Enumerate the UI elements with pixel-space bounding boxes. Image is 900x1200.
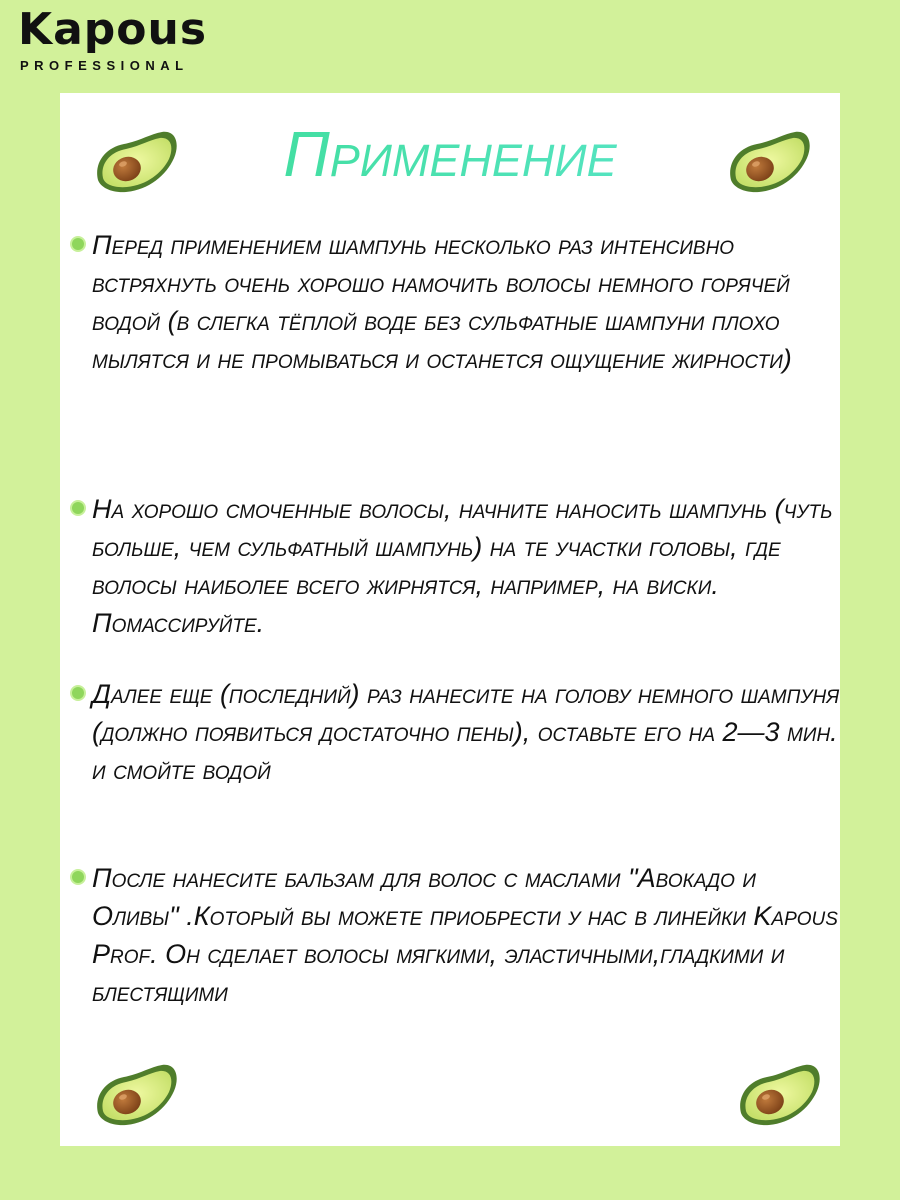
- step-item: [70, 490, 840, 642]
- step-item: [70, 859, 840, 1011]
- bullet-icon: [72, 502, 84, 514]
- brand-name: Kapous: [18, 4, 208, 55]
- avocado-icon: [90, 1061, 180, 1131]
- step-text: На хорошо смоченные волосы, начните наносить шампунь (чуть больше, чем сульфатный шампунь) на те участки головы, где волосы наиболее всего жирнятся, например, на виски. Помассируйте.: [92, 494, 833, 638]
- instructions-card: [60, 93, 840, 1146]
- step-text: Перед применением шампунь несколько раз интенсивно встряхнуть очень хорошо намочить волосы немного горячей водой (в слегка тёплой воде без сульфатные шампуни плохо мылятся и не промываться и останется ощущение жирности): [92, 230, 792, 374]
- step-text: Далее еще (последний) раз нанесите на голову немного шампуня (должно появиться достаточно пены), оставьте его на 2—3 мин. и смойте водой: [92, 679, 840, 785]
- brand-logo: [18, 0, 207, 73]
- page-title: Применение: [60, 109, 840, 199]
- avocado-icon: [733, 1061, 823, 1131]
- bullet-icon: [72, 238, 84, 250]
- brand-subtitle: PROFESSIONAL: [20, 58, 189, 73]
- bullet-icon: [72, 687, 84, 699]
- step-item: [70, 226, 840, 378]
- bullet-icon: [72, 871, 84, 883]
- step-item: [70, 675, 840, 789]
- step-text: После нанесите бальзам для волос с маслами "Авокадо и Оливы" .Который вы можете приобрести у нас в линейки Kapous Prof. Он сделает волосы мягкими, эластичными,гладкими и блестящими: [92, 863, 838, 1007]
